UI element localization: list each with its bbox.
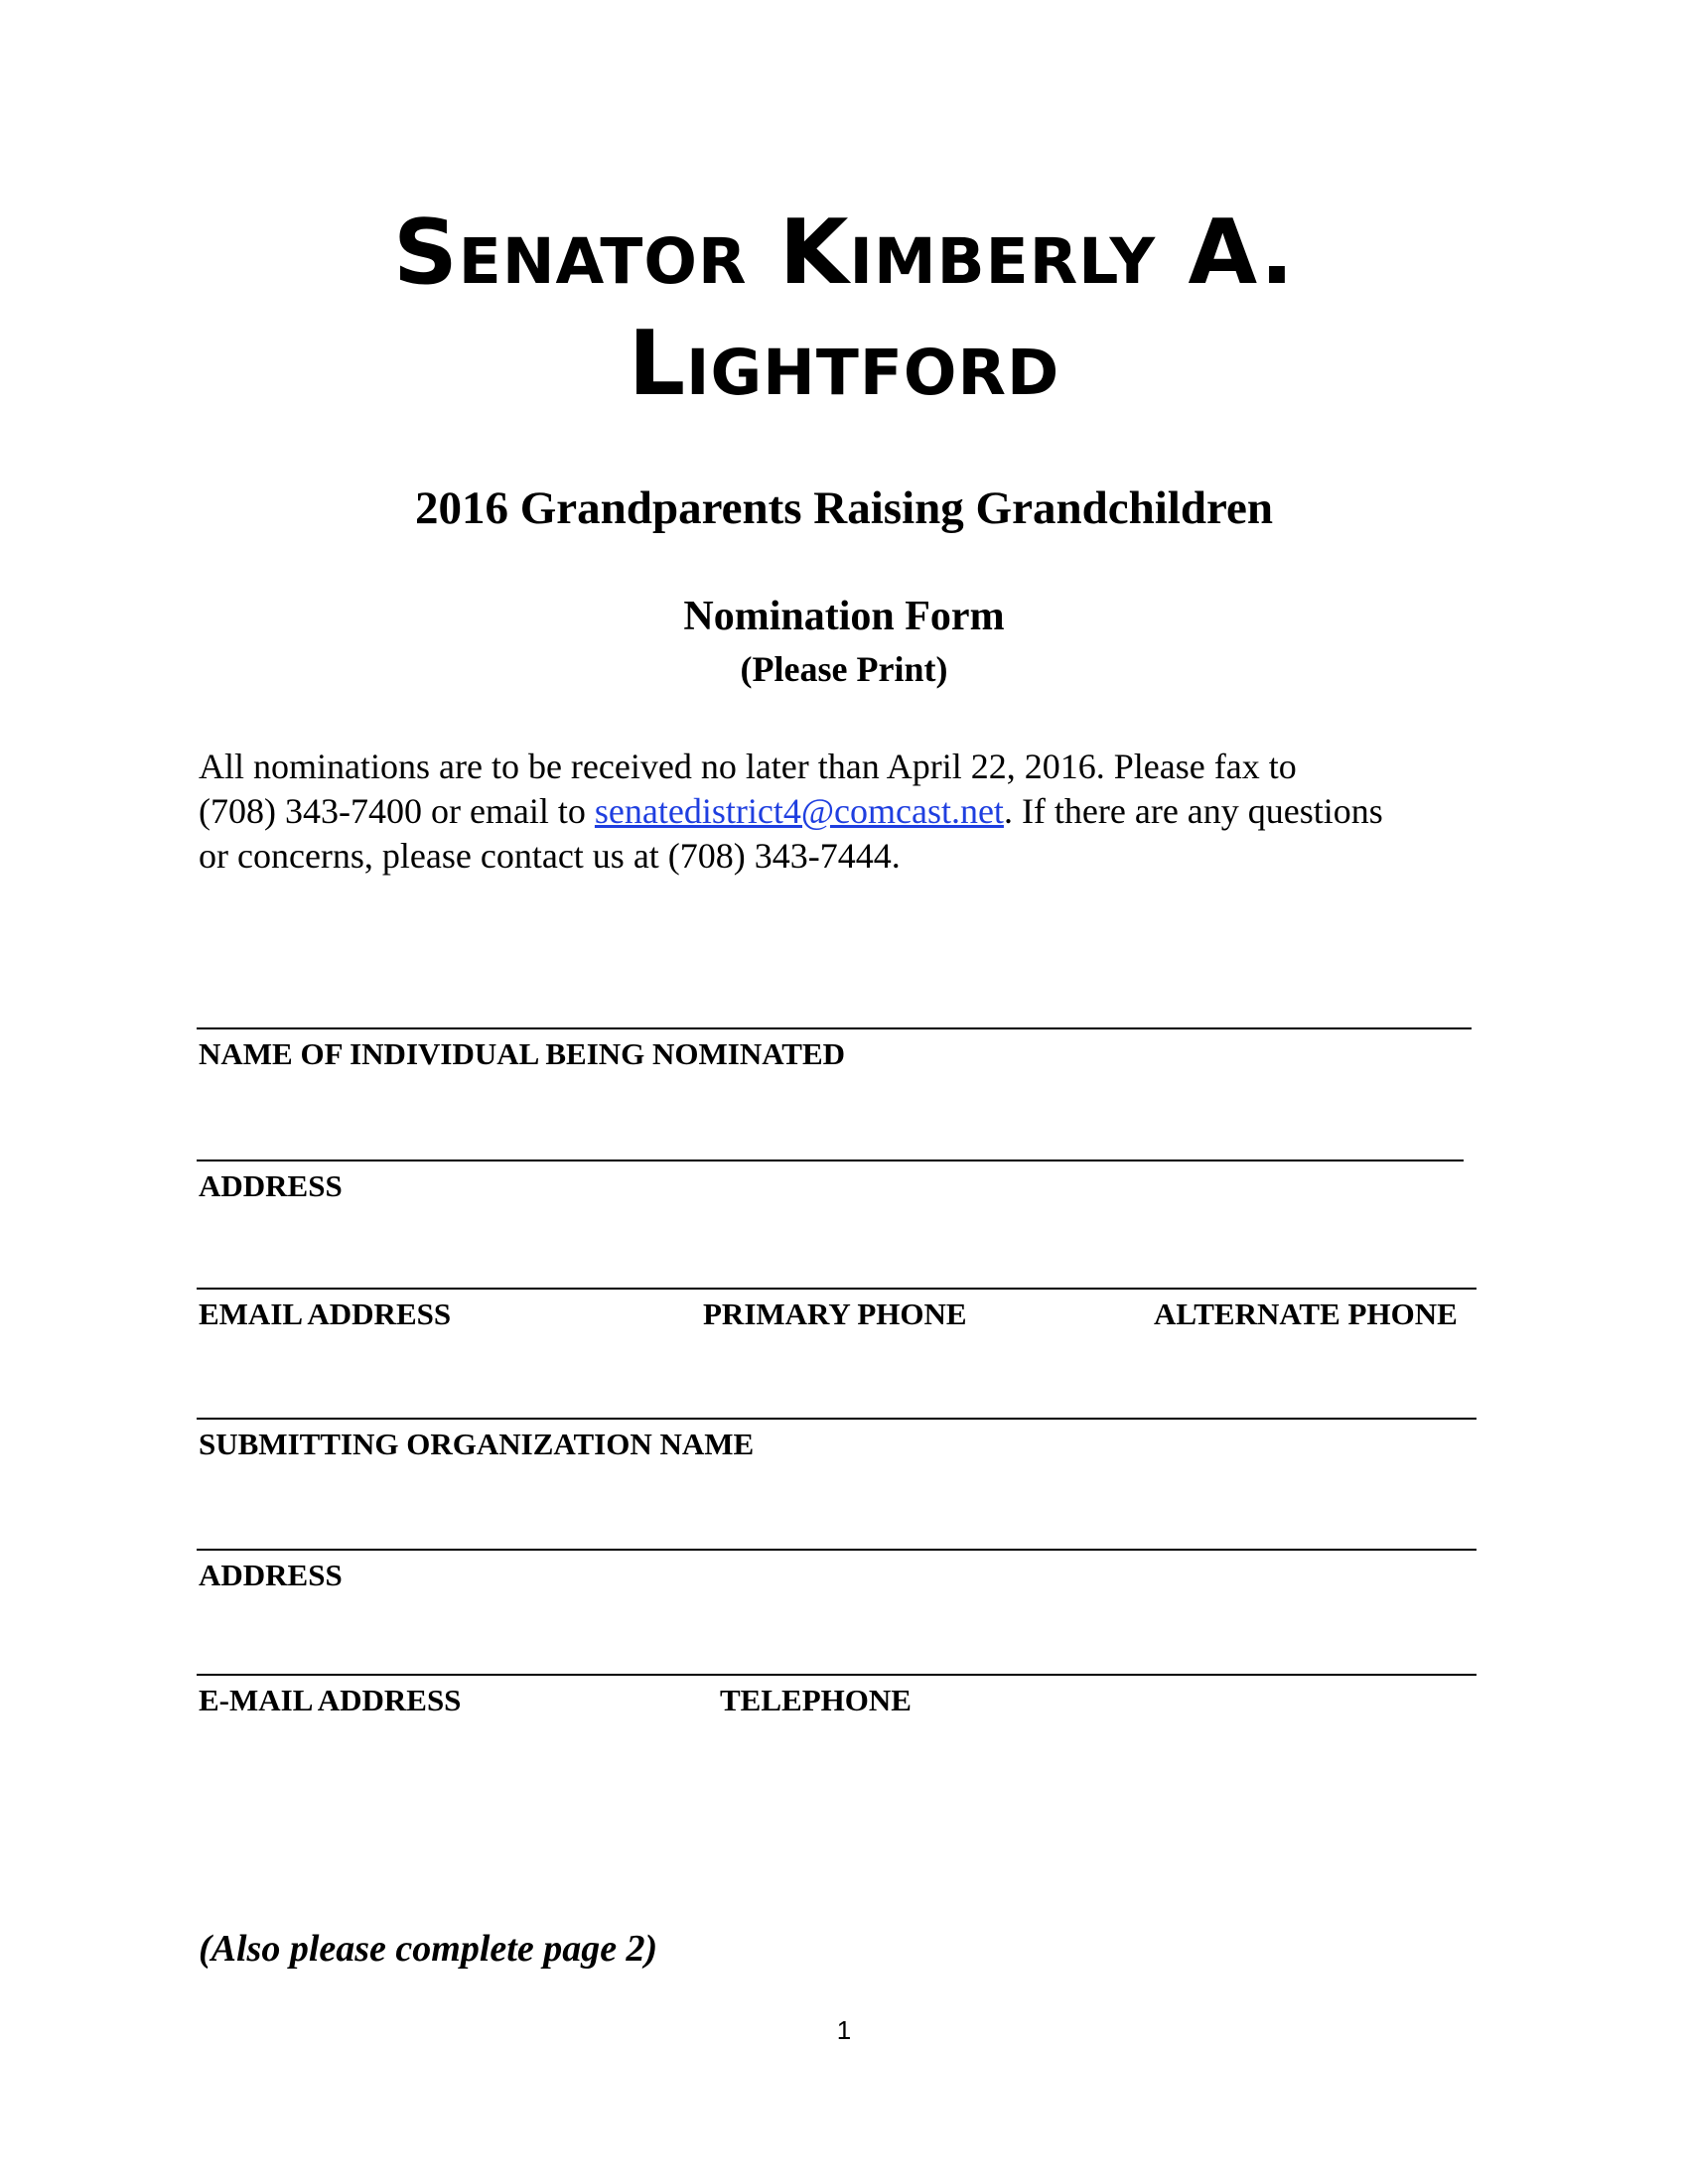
nominee-name-label: NAME OF INDIVIDUAL BEING NOMINATED bbox=[199, 1036, 846, 1071]
instructions-line-1: All nominations are to be received no later than April 22, 2016. Please fax to bbox=[199, 747, 1297, 786]
org-address-label: ADDRESS bbox=[199, 1558, 343, 1592]
form-title: Nomination Form bbox=[683, 594, 1005, 639]
org-contact-line[interactable] bbox=[197, 1674, 1477, 1676]
email-link[interactable]: senatedistrict4@comcast.net bbox=[594, 791, 1004, 831]
instructions-line-2-start: (708) 343-7400 or email to bbox=[199, 791, 595, 831]
nominee-email-label: EMAIL ADDRESS bbox=[199, 1297, 452, 1331]
nominee-primary-phone-label: PRIMARY PHONE bbox=[703, 1297, 967, 1331]
title-line-1: Senator Kimberly A. bbox=[392, 201, 1296, 305]
nominee-address-line[interactable] bbox=[197, 1160, 1464, 1161]
org-address-line[interactable] bbox=[197, 1549, 1477, 1551]
instructions-line-3: or concerns, please contact us at (708) 343-7444. bbox=[199, 836, 901, 876]
form-note: (Please Print) bbox=[740, 649, 948, 689]
page-number: 1 bbox=[836, 2015, 852, 2045]
title-line-2: Lightford bbox=[628, 312, 1060, 416]
org-name-line[interactable] bbox=[197, 1418, 1477, 1420]
nominee-address-label: ADDRESS bbox=[199, 1168, 343, 1203]
instructions-line-2 bbox=[199, 789, 1509, 834]
org-name-label: SUBMITTING ORGANIZATION NAME bbox=[199, 1427, 755, 1461]
nominee-alternate-phone-label: ALTERNATE PHONE bbox=[1154, 1297, 1458, 1331]
page-2-reminder: (Also please complete page 2) bbox=[199, 1928, 658, 1970]
subtitle: 2016 Grandparents Raising Grandchildren bbox=[415, 482, 1273, 534]
nominee-name-line[interactable] bbox=[197, 1027, 1472, 1029]
org-email-label: E-MAIL ADDRESS bbox=[199, 1683, 462, 1717]
org-telephone-label: TELEPHONE bbox=[720, 1683, 912, 1717]
nominee-contact-line[interactable] bbox=[197, 1288, 1477, 1290]
instructions-paragraph bbox=[199, 745, 1509, 879]
instructions-line-2-end: . If there are any questions bbox=[1003, 791, 1383, 831]
